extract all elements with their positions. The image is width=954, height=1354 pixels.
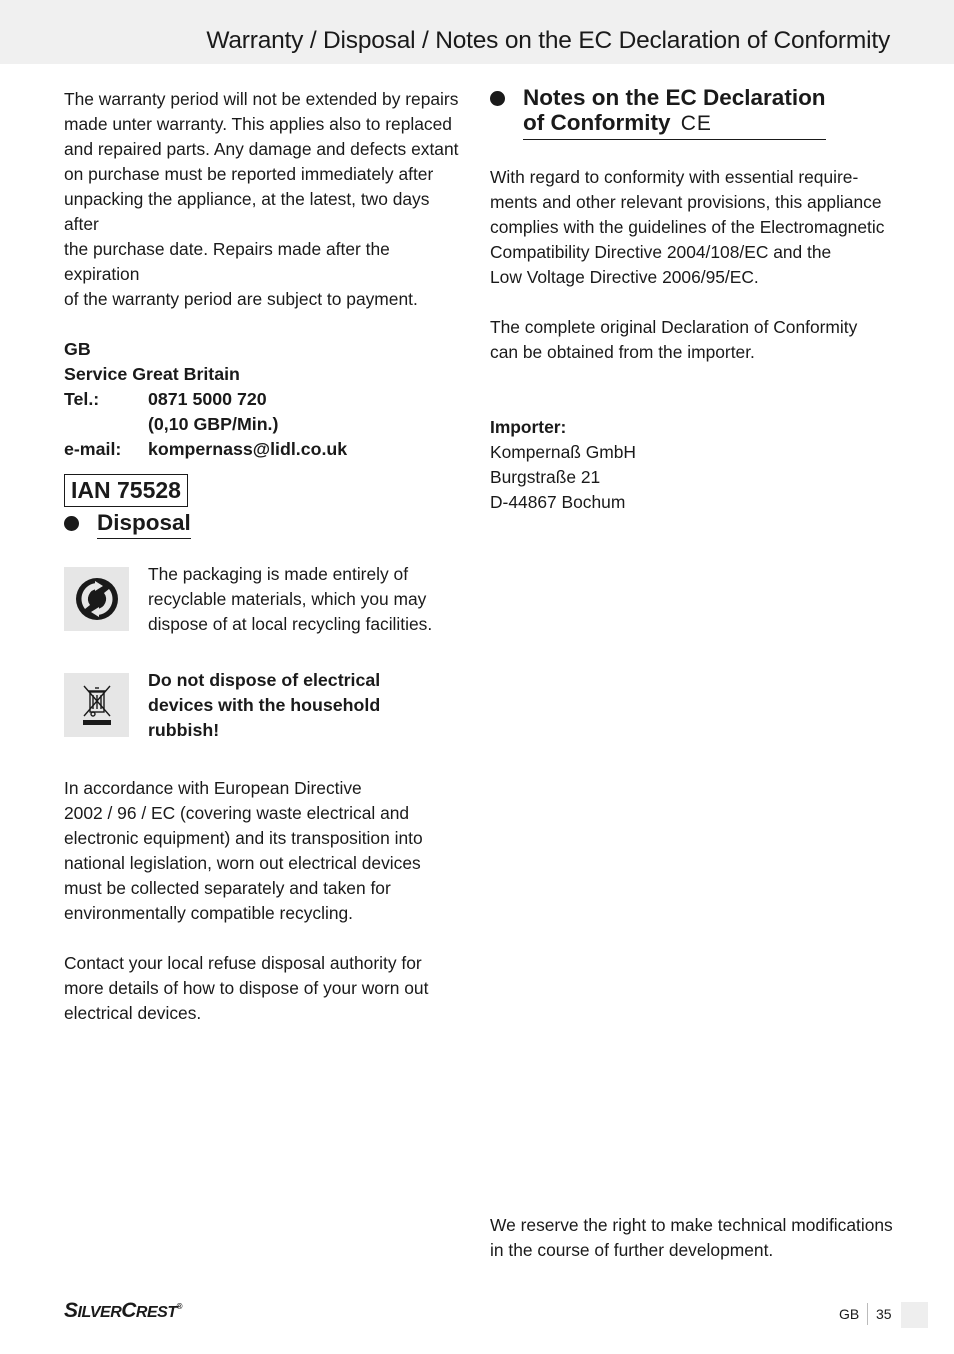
disposal-heading xyxy=(64,510,464,539)
page-title: Warranty / Disposal / Notes on the EC Declaration of Conformity xyxy=(206,27,890,54)
directive-line: electronic equipment) and its transposition into xyxy=(64,828,423,848)
warranty-line: unpacking the appliance, at the latest, two days after xyxy=(64,189,430,234)
reserve-line: We reserve the right to make technical modifications xyxy=(490,1215,893,1235)
ce-mark-icon: CE xyxy=(680,112,712,135)
bullet-icon xyxy=(490,91,505,106)
warranty-line: the purchase date. Repairs made after the expiration xyxy=(64,239,390,284)
importer-line: Burgstraße 21 xyxy=(490,467,601,487)
logo-letters: ILVER xyxy=(77,1304,122,1321)
service-contact xyxy=(64,337,464,462)
directive-line: 2002 / 96 / EC (covering waste electrical and xyxy=(64,803,410,823)
warranty-line: made unter warranty. This applies also to replaced xyxy=(64,114,452,134)
page-tab xyxy=(901,1302,928,1328)
contact-text xyxy=(64,951,464,1026)
tel-label: Tel.: xyxy=(64,389,100,409)
footer-divider xyxy=(867,1303,868,1325)
registered-mark: ® xyxy=(176,1302,182,1311)
intro-line: With regard to conformity with essential require- xyxy=(490,167,859,187)
packaging-note xyxy=(64,564,464,637)
ian-number: IAN 75528 xyxy=(64,474,188,507)
warranty-line: of the warranty period are subject to payment. xyxy=(64,289,418,309)
conformity-heading-line2-text: of Conformity xyxy=(523,110,671,135)
intro-line: ments and other relevant provisions, this appliance xyxy=(490,192,882,212)
packaging-line: dispose of at local recycling facilities. xyxy=(148,614,433,634)
importer-block xyxy=(490,415,890,515)
directive-line: national legislation, worn out electrical devices xyxy=(64,853,421,873)
warning-line: rubbish! xyxy=(148,720,220,740)
service-country: GB xyxy=(64,339,91,359)
importer-line: Kompernaß GmbH xyxy=(490,442,636,462)
warranty-line: and repaired parts. Any damage and defects extant xyxy=(64,139,459,159)
conformity-original xyxy=(490,315,890,365)
intro-line: Low Voltage Directive 2006/95/EC. xyxy=(490,267,759,287)
disposal-heading-text: Disposal xyxy=(97,510,191,539)
importer-label: Importer: xyxy=(490,417,567,437)
warranty-line: on purchase must be reported immediately after xyxy=(64,164,434,184)
silvercrest-logo xyxy=(64,1299,182,1323)
service-name: Service Great Britain xyxy=(64,364,240,384)
weee-warning xyxy=(64,670,464,743)
directive-line: environmentally compatible recycling. xyxy=(64,903,354,923)
directive-text xyxy=(64,776,464,926)
packaging-line: recyclable materials, which you may xyxy=(148,589,427,609)
conformity-heading-line1: Notes on the EC Declaration xyxy=(523,85,826,110)
warning-line: Do not dispose of electrical xyxy=(148,670,381,690)
reserve-note xyxy=(490,1213,900,1263)
warranty-text xyxy=(64,87,464,312)
directive-line: must be collected separately and taken for xyxy=(64,878,391,898)
logo-letters: REST xyxy=(135,1304,177,1321)
conformity-heading-line2 xyxy=(523,110,826,136)
tel-value: 0871 5000 720 xyxy=(148,389,267,409)
packaging-line: The packaging is made entirely of xyxy=(148,564,409,584)
warning-line: devices with the household xyxy=(148,695,381,715)
original-line: The complete original Declaration of Conformity xyxy=(490,317,858,337)
left-column xyxy=(64,87,464,507)
conformity-heading-text xyxy=(523,85,826,140)
email-label: e-mail: xyxy=(64,439,122,459)
contact-line: Contact your local refuse disposal authority for xyxy=(64,953,422,973)
importer-line: D-44867 Bochum xyxy=(490,492,626,512)
original-line: can be obtained from the importer. xyxy=(490,342,755,362)
contact-line: electrical devices. xyxy=(64,1003,202,1023)
crossed-out-wheelie-bin-icon xyxy=(64,673,129,737)
contact-line: more details of how to dispose of your worn out xyxy=(64,978,429,998)
warranty-line: The warranty period will not be extended by repairs xyxy=(64,89,459,109)
logo-letter: S xyxy=(64,1299,78,1322)
intro-line: complies with the guidelines of the Electromagnetic xyxy=(490,217,885,237)
conformity-intro xyxy=(490,165,890,290)
bullet-icon xyxy=(64,516,79,531)
tel-rate-spacer xyxy=(64,412,148,437)
weee-warning-text xyxy=(148,668,380,743)
page-number: 35 xyxy=(876,1306,892,1322)
language-code: GB xyxy=(839,1306,860,1322)
packaging-text xyxy=(148,562,432,637)
email-value[interactable]: kompernass@lidl.co.uk xyxy=(148,439,348,459)
directive-line: In accordance with European Directive xyxy=(64,778,362,798)
conformity-heading xyxy=(490,85,890,140)
green-dot-recycling-icon xyxy=(64,567,129,631)
intro-line: Compatibility Directive 2004/108/EC and the xyxy=(490,242,832,262)
reserve-line: in the course of further development. xyxy=(490,1240,774,1260)
tel-rate: (0,10 GBP/Min.) xyxy=(148,414,279,434)
right-column xyxy=(490,85,890,515)
logo-letter: C xyxy=(121,1299,136,1322)
disposal-section xyxy=(64,510,464,1026)
